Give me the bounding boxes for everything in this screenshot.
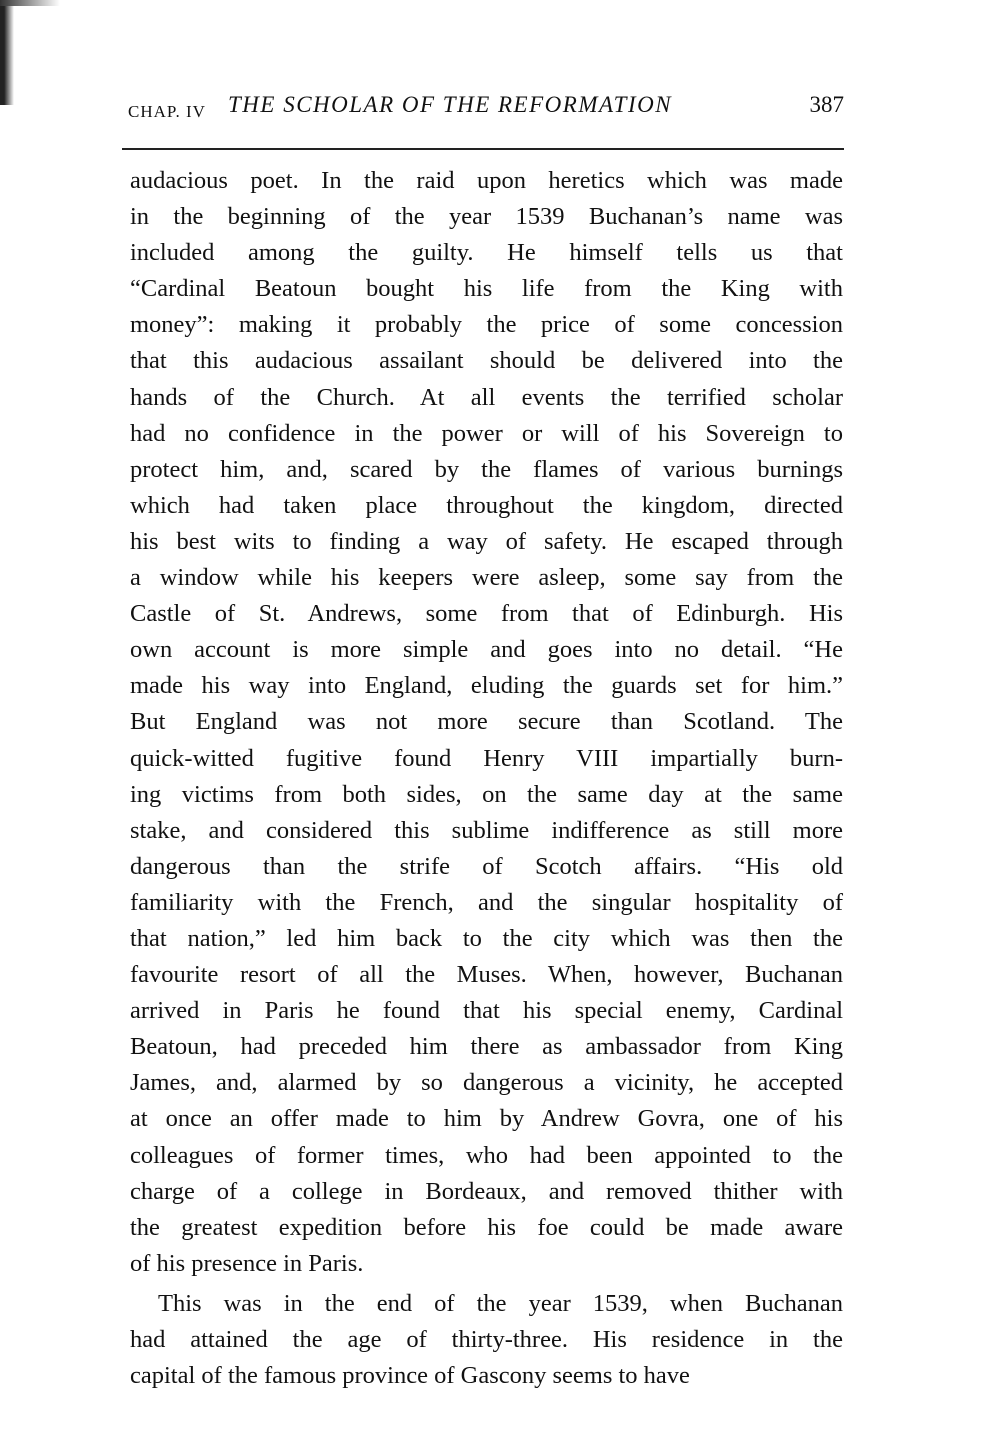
text-line: quick-witted fugitive found Henry VIII impartially burn- [130,744,843,772]
text-line: hands of the Church. At all events the terrified scholar [130,383,843,411]
text-line: own account is more simple and goes into no detail. “He [130,636,843,664]
text-line: Beatoun, had preceded him there as ambassador from King [130,1033,843,1061]
text-line: capital of the famous province of Gascony seems to have [130,1362,690,1390]
scan-edge-mark [0,0,60,6]
text-line: protect him, and, scared by the flames of various burnings [130,455,843,483]
text-line: at once an offer made to him by Andrew Govra, one of his [130,1105,843,1133]
text-line: ing victims from both sides, on the same day at the same [130,780,843,808]
text-line: had no confidence in the power or will of his Sovereign to [130,419,843,447]
text-line: charge of a college in Bordeaux, and removed thither with [130,1177,843,1205]
text-line: But England was not more secure than Scotland. The [130,708,843,736]
scan-edge-mark [0,0,14,105]
text-line: This was in the end of the year 1539, when Buchanan [158,1289,843,1317]
text-line: in the beginning of the year 1539 Buchanan’s name was [130,203,843,231]
text-line: money”: making it probably the price of some concession [130,311,843,339]
text-line: favourite resort of all the Muses. When, however, Buchanan [130,961,843,989]
text-line: had attained the age of thirty-three. His residence in the [130,1326,843,1353]
text-line: of his presence in Paris. [130,1249,364,1277]
body-text [130,163,843,1394]
text-line: made his way into England, eluding the guards set for him.” [130,672,843,700]
text-line: Castle of St. Andrews, some from that of Edinburgh. His [130,600,843,628]
running-title: THE SCHOLAR OF THE REFORMATION [228,92,673,117]
text-line: dangerous than the strife of Scotch affairs. “His old [130,852,843,880]
text-line: James, and, alarmed by so dangerous a vicinity, he accepted [130,1069,843,1097]
text-line: a window while his keepers were asleep, some say from the [130,564,843,592]
running-header [128,92,844,128]
page-number: 387 [809,92,844,117]
text-line: audacious poet. In the raid upon heretics which was made [130,167,843,194]
chapter-label: CHAP. IV [128,102,206,121]
text-line: the greatest expedition before his foe could be made aware [130,1213,843,1241]
text-line: arrived in Paris he found that his special enemy, Cardinal [130,997,843,1025]
text-line: familiarity with the French, and the singular hospitality of [130,888,843,916]
text-line: colleagues of former times, who had been appointed to the [130,1141,843,1169]
text-line: his best wits to finding a way of safety. He escaped through [130,527,843,555]
text-line: which had taken place throughout the kingdom, directed [130,491,843,519]
text-line: that this audacious assailant should be delivered into the [130,347,843,375]
text-line: stake, and considered this sublime indifference as still more [130,816,843,844]
text-line: that nation,” led him back to the city which was then the [130,924,843,952]
text-line: included among the guilty. He himself tells us that [130,239,843,267]
header-rule [122,148,844,150]
text-line: “Cardinal Beatoun bought his life from the King with [130,275,843,303]
